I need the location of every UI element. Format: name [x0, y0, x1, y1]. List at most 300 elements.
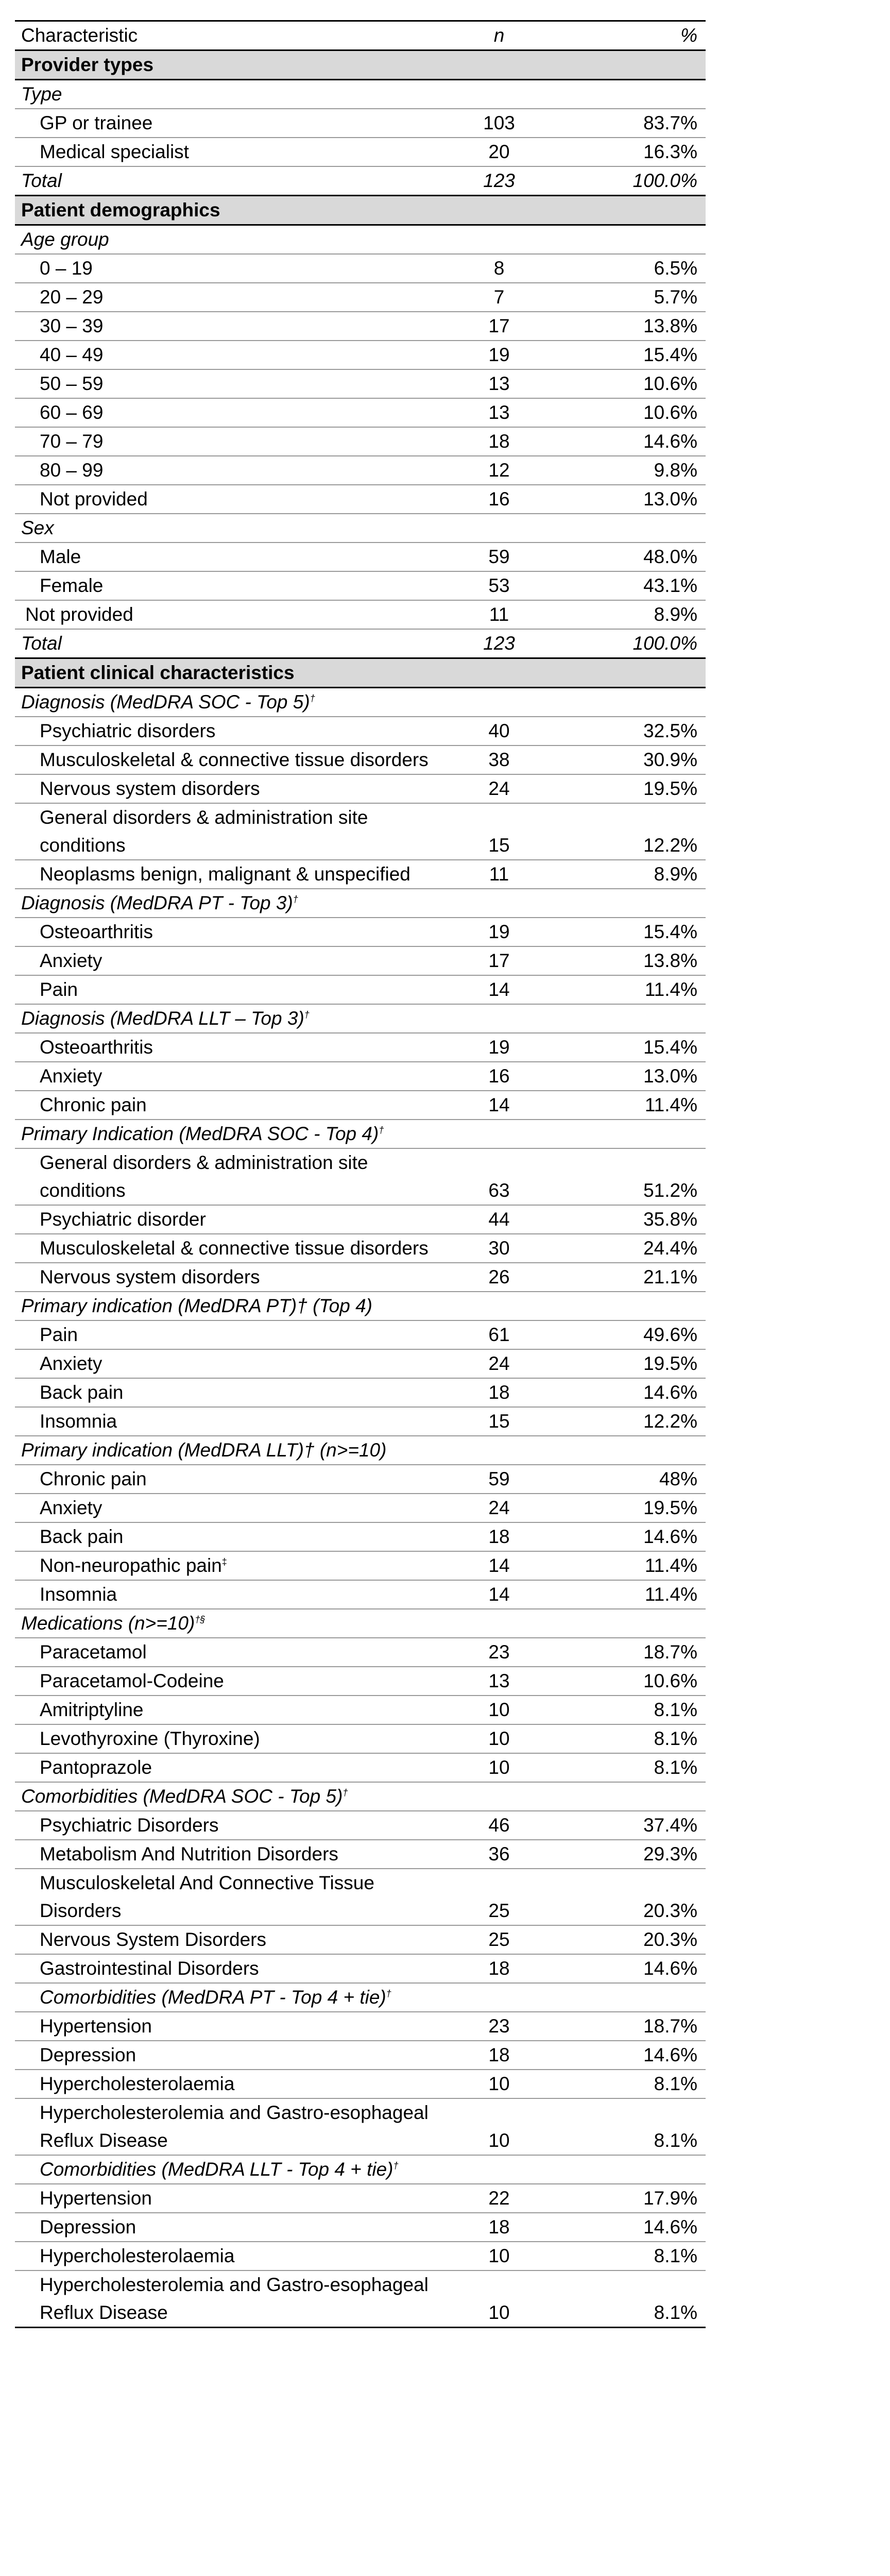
row-percent: 6.5%: [551, 254, 706, 283]
row-label-text: Hypertension: [40, 2188, 152, 2209]
row-label: [15, 1840, 448, 1869]
subgroup-pct-empty: [551, 1436, 706, 1465]
subgroup-title: [15, 1609, 448, 1638]
subgroup-n-empty: [448, 1292, 551, 1320]
table-row: [15, 1378, 706, 1407]
table-row: [15, 2213, 706, 2242]
row-percent: 13.0%: [551, 1062, 706, 1091]
row-label-text: 80 – 99: [40, 460, 104, 481]
subgroup-title-text: Sex: [21, 517, 54, 538]
row-percent: 14.6%: [551, 2213, 706, 2242]
row-label-text: 40 – 49: [40, 344, 104, 365]
subgroup-n-empty: [448, 80, 551, 109]
row-n: 10: [448, 1753, 551, 1782]
row-percent: 10.6%: [551, 369, 706, 398]
table-row: [15, 1753, 706, 1782]
table-row: [15, 860, 706, 889]
row-label: [15, 427, 448, 456]
row-n: 30: [448, 1234, 551, 1263]
row-label: [15, 2012, 448, 2041]
row-n: 63: [448, 1148, 551, 1205]
row-percent: 8.1%: [551, 2098, 706, 2155]
row-n: 11: [448, 600, 551, 629]
table-row: [15, 1349, 706, 1378]
row-label: [15, 1580, 448, 1609]
subgroup-pct-empty: [551, 889, 706, 918]
subgroup-row: [15, 1436, 706, 1465]
row-percent: 11.4%: [551, 1551, 706, 1580]
row-label: [15, 1954, 448, 1983]
row-n: 14: [448, 1551, 551, 1580]
subgroup-title: [15, 1004, 448, 1033]
table-row: [15, 918, 706, 946]
table-row: [15, 1091, 706, 1120]
subgroup-n-empty: [448, 1983, 551, 2012]
row-percent: 20.3%: [551, 1869, 706, 1925]
row-percent: 18.7%: [551, 2012, 706, 2041]
table-row: [15, 1494, 706, 1522]
row-percent: 12.2%: [551, 1407, 706, 1436]
table-row: [15, 1465, 706, 1494]
total-label: Total: [15, 166, 448, 196]
row-n: 14: [448, 1580, 551, 1609]
subgroup-row: [15, 1004, 706, 1033]
table-row: [15, 1148, 706, 1205]
row-n: 24: [448, 1349, 551, 1378]
table-row: [15, 398, 706, 427]
row-label: [15, 975, 448, 1004]
total-n: 123: [448, 629, 551, 658]
row-n: 24: [448, 774, 551, 803]
row-label: [15, 1522, 448, 1551]
row-percent: 32.5%: [551, 717, 706, 745]
row-percent: 13.0%: [551, 485, 706, 514]
row-percent: 11.4%: [551, 975, 706, 1004]
row-label-text: Pain: [40, 1324, 78, 1345]
subgroup-n-empty: [448, 1004, 551, 1033]
table-row: [15, 2242, 706, 2270]
row-n: 18: [448, 1522, 551, 1551]
row-label: [15, 1263, 448, 1292]
subgroup-pct-empty: [551, 514, 706, 543]
row-percent: 13.8%: [551, 312, 706, 341]
row-label: [15, 1349, 448, 1378]
table-row: [15, 456, 706, 485]
subgroup-title-text: Primary indication (MedDRA PT)† (Top 4): [21, 1295, 372, 1316]
row-label: [15, 774, 448, 803]
row-label-text: 30 – 39: [40, 315, 104, 336]
footnote-marker: †: [293, 894, 298, 905]
row-label: [15, 1091, 448, 1120]
table-row: [15, 1811, 706, 1840]
row-percent: 15.4%: [551, 1033, 706, 1062]
row-label: [15, 369, 448, 398]
row-n: 14: [448, 975, 551, 1004]
subgroup-title: [15, 2155, 448, 2184]
table-row: [15, 1840, 706, 1869]
row-label: [15, 138, 448, 166]
row-n: 18: [448, 2041, 551, 2070]
row-label: [15, 312, 448, 341]
row-n: 103: [448, 109, 551, 138]
row-label-text: Chronic pain: [40, 1094, 147, 1115]
row-label-text: Paracetamol: [40, 1641, 147, 1663]
row-label: [15, 1667, 448, 1696]
subgroup-title-text: Diagnosis (MedDRA LLT – Top 3): [21, 1008, 304, 1029]
section-header-row: [15, 658, 706, 688]
table-row: [15, 1062, 706, 1091]
table-row: [15, 2098, 706, 2155]
row-n: 15: [448, 1407, 551, 1436]
table-row: [15, 1667, 706, 1696]
row-n: 61: [448, 1320, 551, 1349]
row-percent: 8.1%: [551, 2070, 706, 2098]
row-label: [15, 571, 448, 600]
row-label-text: Hypercholesterolaemia: [40, 2073, 235, 2094]
subgroup-title: [15, 80, 448, 109]
total-percent: 100.0%: [551, 629, 706, 658]
row-label: [15, 341, 448, 369]
table-row: [15, 341, 706, 369]
table-row: [15, 975, 706, 1004]
row-n: 10: [448, 1696, 551, 1724]
table-row: [15, 254, 706, 283]
row-percent: 8.9%: [551, 600, 706, 629]
row-percent: 37.4%: [551, 1811, 706, 1840]
row-label-text: Neoplasms benign, malignant & unspecified: [40, 863, 410, 885]
subgroup-n-empty: [448, 2155, 551, 2184]
table-row: [15, 283, 706, 312]
row-label: [15, 745, 448, 774]
row-percent: 16.3%: [551, 138, 706, 166]
section-title: Patient clinical characteristics: [15, 658, 706, 688]
table-row: [15, 427, 706, 456]
row-label: [15, 398, 448, 427]
subgroup-row: [15, 1983, 706, 2012]
total-row: [15, 166, 706, 196]
row-percent: 18.7%: [551, 1638, 706, 1667]
table-row: [15, 1320, 706, 1349]
row-label-text: Musculoskeletal And Connective Tissue Disorders: [40, 1872, 374, 1921]
row-percent: 24.4%: [551, 1234, 706, 1263]
footnote-marker: †: [310, 693, 315, 704]
row-percent: 14.6%: [551, 427, 706, 456]
row-n: 25: [448, 1925, 551, 1954]
row-label: [15, 2098, 448, 2155]
table-row: [15, 2070, 706, 2098]
section-header-row: [15, 50, 706, 80]
row-label: [15, 2070, 448, 2098]
total-row: [15, 629, 706, 658]
row-label: [15, 918, 448, 946]
row-label-text: Chronic pain: [40, 1468, 147, 1489]
subgroup-title-text: Type: [21, 83, 62, 105]
row-label: [15, 1724, 448, 1753]
row-percent: 8.1%: [551, 1724, 706, 1753]
row-label: [15, 485, 448, 514]
row-label-text: Back pain: [40, 1526, 124, 1547]
row-percent: 51.2%: [551, 1148, 706, 1205]
table-row: [15, 1551, 706, 1580]
section-title: Provider types: [15, 50, 706, 80]
row-percent: 8.1%: [551, 2270, 706, 2328]
row-label-text: Levothyroxine (Thyroxine): [40, 1728, 260, 1749]
subgroup-row: [15, 688, 706, 717]
row-label-text: Metabolism And Nutrition Disorders: [40, 1843, 338, 1865]
row-n: 25: [448, 1869, 551, 1925]
row-label-text: Anxiety: [40, 1353, 102, 1374]
subgroup-row: [15, 2155, 706, 2184]
row-n: 10: [448, 2098, 551, 2155]
row-n: 8: [448, 254, 551, 283]
row-n: 11: [448, 860, 551, 889]
subgroup-n-empty: [448, 889, 551, 918]
row-label: [15, 1378, 448, 1407]
row-label-text: Not provided: [40, 488, 148, 510]
row-percent: 21.1%: [551, 1263, 706, 1292]
subgroup-n-empty: [448, 1436, 551, 1465]
row-n: 18: [448, 1378, 551, 1407]
row-label: [15, 1465, 448, 1494]
row-label-text: Anxiety: [40, 1065, 102, 1087]
row-percent: 20.3%: [551, 1925, 706, 1954]
row-percent: 83.7%: [551, 109, 706, 138]
row-label: [15, 109, 448, 138]
subgroup-pct-empty: [551, 2155, 706, 2184]
row-n: 10: [448, 1724, 551, 1753]
characteristics-table: [15, 20, 706, 2328]
table-row: [15, 745, 706, 774]
row-percent: 14.6%: [551, 2041, 706, 2070]
row-percent: 15.4%: [551, 341, 706, 369]
row-percent: 19.5%: [551, 1494, 706, 1522]
row-label-text: Psychiatric Disorders: [40, 1815, 219, 1836]
table-row: [15, 1205, 706, 1234]
footnote-marker: †: [379, 1125, 384, 1136]
row-label-text: 60 – 69: [40, 402, 104, 423]
row-label-text: Hypercholesterolaemia: [40, 2245, 235, 2266]
row-n: 44: [448, 1205, 551, 1234]
row-n: 13: [448, 1667, 551, 1696]
row-percent: 11.4%: [551, 1580, 706, 1609]
subgroup-pct-empty: [551, 1609, 706, 1638]
row-label-text: Depression: [40, 2216, 136, 2238]
row-label-text: Osteoarthritis: [40, 1037, 153, 1058]
row-label: [15, 543, 448, 571]
table-row: [15, 2270, 706, 2328]
row-n: 46: [448, 1811, 551, 1840]
row-n: 36: [448, 1840, 551, 1869]
row-n: 26: [448, 1263, 551, 1292]
row-label-text: Not provided: [25, 604, 133, 625]
footnote-marker: †: [343, 1787, 348, 1798]
table-header-row: [15, 21, 706, 50]
row-label: [15, 456, 448, 485]
table-row: [15, 1407, 706, 1436]
row-label-text: Gastrointestinal Disorders: [40, 1958, 259, 1979]
row-label-text: GP or trainee: [40, 112, 153, 133]
row-percent: 8.1%: [551, 1696, 706, 1724]
row-n: 16: [448, 1062, 551, 1091]
subgroup-n-empty: [448, 1120, 551, 1148]
row-label: [15, 1148, 448, 1205]
row-percent: 8.1%: [551, 1753, 706, 1782]
row-label: [15, 1869, 448, 1925]
subgroup-pct-empty: [551, 1120, 706, 1148]
subgroup-title-text: Age group: [21, 229, 109, 250]
row-n: 19: [448, 918, 551, 946]
table-row: [15, 1696, 706, 1724]
table-row: [15, 1954, 706, 1983]
row-label-text: 20 – 29: [40, 286, 104, 308]
row-label: [15, 2184, 448, 2213]
subgroup-title-text: Diagnosis (MedDRA SOC - Top 5): [21, 691, 310, 713]
subgroup-n-empty: [448, 1609, 551, 1638]
table-row: [15, 485, 706, 514]
row-n: 18: [448, 427, 551, 456]
row-label-text: Nervous system disorders: [40, 778, 260, 799]
subgroup-pct-empty: [551, 1004, 706, 1033]
row-percent: 30.9%: [551, 745, 706, 774]
total-n: 123: [448, 166, 551, 196]
row-n: 22: [448, 2184, 551, 2213]
row-label: [15, 1320, 448, 1349]
subgroup-pct-empty: [551, 1292, 706, 1320]
footnote-marker: †§: [195, 1614, 206, 1625]
row-percent: 43.1%: [551, 571, 706, 600]
row-n: 14: [448, 1091, 551, 1120]
header-n: n: [448, 21, 551, 50]
row-n: 13: [448, 369, 551, 398]
subgroup-pct-empty: [551, 225, 706, 255]
row-label: [15, 1551, 448, 1580]
table-row: [15, 1263, 706, 1292]
subgroup-title: [15, 1120, 448, 1148]
row-label-text: Non-neuropathic pain: [40, 1555, 222, 1576]
row-label-text: Paracetamol-Codeine: [40, 1670, 224, 1691]
row-label-text: Psychiatric disorder: [40, 1209, 206, 1230]
subgroup-title: [15, 889, 448, 918]
subgroup-title-text: Comorbidities (MedDRA LLT - Top 4 + tie): [40, 2159, 393, 2180]
row-label-text: 50 – 59: [40, 373, 104, 394]
row-label-text: Musculoskeletal & connective tissue disorders: [40, 1238, 429, 1259]
footnote-marker: †: [304, 1009, 310, 1020]
row-n: 18: [448, 2213, 551, 2242]
subgroup-title: [15, 688, 448, 717]
subgroup-row: [15, 1782, 706, 1811]
table-row: [15, 571, 706, 600]
row-n: 53: [448, 571, 551, 600]
row-label-text: Anxiety: [40, 950, 102, 971]
subgroup-row: [15, 225, 706, 255]
row-label: [15, 946, 448, 975]
subgroup-n-empty: [448, 514, 551, 543]
subgroup-title: [15, 1782, 448, 1811]
table-row: [15, 543, 706, 571]
row-label-text: Back pain: [40, 1382, 124, 1403]
row-percent: 11.4%: [551, 1091, 706, 1120]
row-n: 23: [448, 1638, 551, 1667]
subgroup-title-text: Comorbidities (MedDRA SOC - Top 5): [21, 1786, 343, 1807]
row-label: [15, 2213, 448, 2242]
row-percent: 8.9%: [551, 860, 706, 889]
row-n: 18: [448, 1954, 551, 1983]
row-percent: 19.5%: [551, 774, 706, 803]
row-percent: 14.6%: [551, 1378, 706, 1407]
subgroup-n-empty: [448, 688, 551, 717]
subgroup-pct-empty: [551, 1983, 706, 2012]
row-label: [15, 860, 448, 889]
row-label-text: 0 – 19: [40, 258, 93, 279]
table-row: [15, 600, 706, 629]
subgroup-n-empty: [448, 225, 551, 255]
subgroup-row: [15, 514, 706, 543]
table-row: [15, 946, 706, 975]
subgroup-title-text: Primary Indication (MedDRA SOC - Top 4): [21, 1123, 379, 1144]
table-row: [15, 109, 706, 138]
row-label-text: Male: [40, 546, 81, 567]
row-n: 40: [448, 717, 551, 745]
table-row: [15, 369, 706, 398]
table-row: [15, 2041, 706, 2070]
subgroup-title-text: Primary indication (MedDRA LLT)† (n>=10): [21, 1439, 387, 1461]
row-label-text: Pain: [40, 979, 78, 1000]
row-percent: 15.4%: [551, 918, 706, 946]
row-percent: 13.8%: [551, 946, 706, 975]
row-label: [15, 1811, 448, 1840]
row-percent: 14.6%: [551, 1954, 706, 1983]
table-row: [15, 1724, 706, 1753]
subgroup-row: [15, 80, 706, 109]
table-row: [15, 1925, 706, 1954]
table-row: [15, 774, 706, 803]
row-n: 59: [448, 1465, 551, 1494]
table-body: [15, 21, 706, 2328]
table-row: [15, 1522, 706, 1551]
row-percent: 19.5%: [551, 1349, 706, 1378]
subgroup-title: [15, 514, 448, 543]
row-label-text: Female: [40, 575, 104, 596]
table-row: [15, 803, 706, 860]
footnote-marker: ‡: [221, 1556, 227, 1567]
row-label-text: Hypertension: [40, 2015, 152, 2037]
row-percent: 9.8%: [551, 456, 706, 485]
row-label: [15, 600, 448, 629]
row-n: 7: [448, 283, 551, 312]
row-n: 23: [448, 2012, 551, 2041]
subgroup-title: [15, 1983, 448, 2012]
row-n: 16: [448, 485, 551, 514]
section-header-row: [15, 196, 706, 225]
row-label-text: Musculoskeletal & connective tissue disorders: [40, 749, 429, 770]
header-percent: %: [551, 21, 706, 50]
row-label-text: Amitriptyline: [40, 1699, 144, 1720]
row-n: 12: [448, 456, 551, 485]
row-label: [15, 1407, 448, 1436]
subgroup-title-text: Medications (n>=10): [21, 1613, 195, 1634]
subgroup-row: [15, 1292, 706, 1320]
header-characteristic: Characteristic: [15, 21, 448, 50]
row-label: [15, 1062, 448, 1091]
row-label-text: Medical specialist: [40, 141, 189, 162]
row-n: 15: [448, 803, 551, 860]
row-n: 13: [448, 398, 551, 427]
table-row: [15, 2184, 706, 2213]
row-label: [15, 803, 448, 860]
section-title: Patient demographics: [15, 196, 706, 225]
row-n: 10: [448, 2070, 551, 2098]
table-row: [15, 1638, 706, 1667]
